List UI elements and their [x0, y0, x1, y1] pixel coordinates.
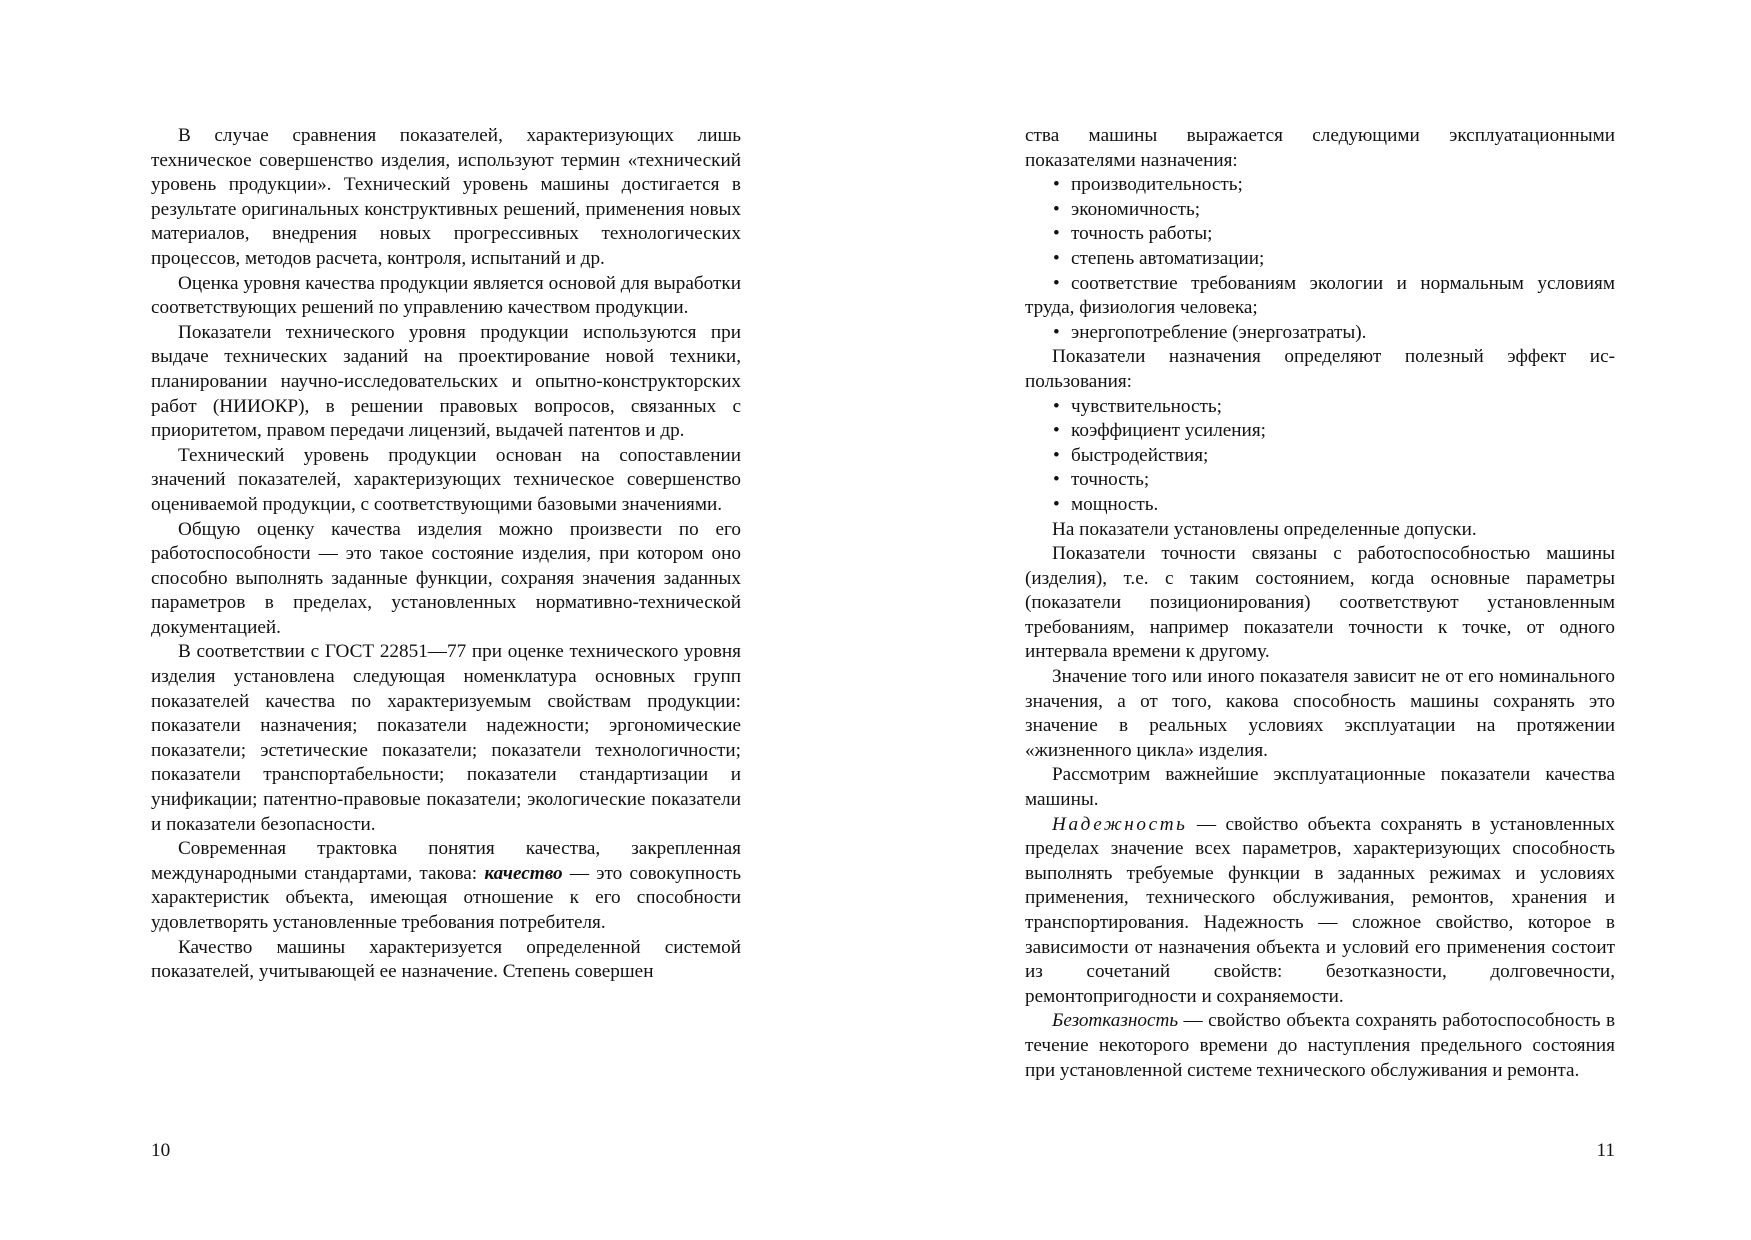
- paragraph-operability: Общую оценку качества изделия можно произвести по его работоспособности — это такое состояние изделия, при котором оно способно выполнять заданные функции, сохраняя значения заданных параметров в пределах, установленных нормативно-технической документацией.: [151, 518, 741, 638]
- list-item: • чувствительность;: [1025, 395, 1615, 420]
- right-page: [876, 0, 1751, 1240]
- left-page: [0, 0, 875, 1240]
- bullet-icon: •: [1053, 469, 1060, 491]
- paragraph-failure-free: Безотказность — свойство объекта сохранять работоспособность в течение некоторого времени до наступления предельного состояния при установленной системе технического обслуживания и ремонта.: [1025, 1010, 1615, 1081]
- bullet-icon: •: [1053, 247, 1060, 269]
- right-text-column: [1025, 124, 1615, 1083]
- paragraph-quality-definition: Современная трактовка понятия качества, закрепленная международными стандартами, такова: качество — это совокупность характеристик объекта, имеющая отношение к его способности удовлетворять установленные требования потребителя.: [151, 838, 742, 933]
- list-item: • быстродействия;: [1025, 444, 1615, 469]
- term-reliability: Надежность: [1052, 813, 1188, 835]
- paragraph-continuation: ства машины выражается следующими эксплуатационными показателями назначения:: [1025, 125, 1615, 171]
- paragraph-tech-level-basis: Технический уровень продукции основан на сопоставлении значений показателей, характеризующих техническое совершенство оцениваемой продукции, с соответствующими базовыми значениями.: [151, 444, 741, 515]
- list-item: • соответствие требованиям экологии и нормальным условиям труда, физиология человека;: [1025, 272, 1615, 319]
- left-text-column: [151, 124, 741, 985]
- bullet-icon: •: [1053, 321, 1060, 343]
- list-item: • степень автоматизации;: [1025, 247, 1615, 272]
- paragraph-tolerances: На показатели установлены определенные допуски.: [1052, 518, 1477, 540]
- page-number-left: 10: [151, 1140, 171, 1161]
- bullet-icon: •: [1053, 444, 1060, 466]
- list-item: • энергопотребление (энергозатраты).: [1025, 321, 1615, 346]
- term-failure-free: Безотказность: [1052, 1010, 1179, 1032]
- paragraph-useful-effect: Показатели назначения определяют полезный эффект использования:: [1025, 346, 1615, 392]
- list-item: • коэффициент усиления;: [1025, 419, 1615, 444]
- bullet-list-effect-indicators: [1025, 395, 1615, 518]
- list-item: • точность работы;: [1025, 222, 1615, 247]
- paragraph-indicator-value: Значение того или иного показателя зависит не от его номинального значения, а от того, какова способность машины сохранять это значение в реальных условиях эксплуатации на протяжении «жизненного цикла» изделия.: [1025, 666, 1615, 761]
- bullet-icon: •: [1053, 272, 1060, 294]
- bullet-icon: •: [1053, 223, 1060, 245]
- list-item: • производительность;: [1025, 173, 1615, 198]
- list-item: • экономичность;: [1025, 198, 1615, 223]
- term-quality: качество: [484, 862, 563, 884]
- paragraph-accuracy: Показатели точности связаны с работоспособностью машины (изделия), т.е. с таким состоянием, когда основные параметры (показатели позиционирования) соответствуют установленным требованиям, например показатели точности к точке, от одного интервала времени к другому.: [1025, 543, 1615, 663]
- bullet-icon: •: [1053, 174, 1060, 196]
- bullet-icon: •: [1053, 420, 1060, 442]
- page-number-right: 11: [1596, 1140, 1615, 1161]
- paragraph-quality-assessment: Оценка уровня качества продукции является основой для выработки соответствующих решений по управлению качеством продукции.: [151, 272, 741, 319]
- bullet-icon: •: [1053, 395, 1060, 417]
- paragraph-consider: Рассмотрим важнейшие эксплуатационные показатели качества машины.: [1025, 764, 1615, 811]
- bullet-list-purpose-indicators: [1025, 173, 1615, 345]
- paragraph-tech-indicators-usage: Показатели технического уровня продукции используются при выдаче технических заданий на проектирование новой техники, планировании научно-исследовательских и опытно-конструкторских работ (НИИОКР), в решении правовых вопросов, связанных с приоритетом, правом передачи лицензий, выдачей патентов и др.: [151, 321, 741, 442]
- list-item: • точность;: [1025, 468, 1615, 493]
- bullet-icon: •: [1053, 198, 1060, 220]
- paragraph-gost-nomenclature: В соответствии с ГОСТ 22851—77 при оценке технического уровня изделия установлена следующая номенклатура основных групп показателей качества по характеризуемым свойствам продукции: показатели назначения; показатели надежности; эргономические показатели; эстетические показатели; показатели технологичности; показатели транспортабельности; показатели стандартизации и унификации; патентно-правовые показатели; экологические показатели и показатели безопасности.: [151, 641, 741, 835]
- list-item: • мощность.: [1025, 493, 1615, 518]
- paragraph-reliability: Надежность — свойство объекта сохранять в установленных пределах значение всех параметров, характеризующих способность выполнять требуемые функции в заданных режимах и условиях применения, технического обслуживания, ремонтов, хранения и транспортирования. Надежность — сложное свойство, которое в зависимости от назначения объекта и условий его применения состоит из сочетаний свойств: безотказности, долговечности, ремонтопригодности и сохраняемости.: [1025, 813, 1615, 1007]
- bullet-icon: •: [1053, 493, 1060, 515]
- paragraph-machine-quality: Качество машины характеризуется определенной системой показателей, учитывающей ее назначение. Степень совершен: [151, 936, 741, 983]
- paragraph-technical-level: В случае сравнения показателей, характеризующих лишь техническое совершенство изделия, используют термин «технический уровень продукции». Технический уровень машины достигается в результате оригинальных конструктивных решений, применения новых материалов, внедрения новых прогрессивных технологических процессов, методов расчета, контроля, испытаний и др.: [151, 125, 741, 269]
